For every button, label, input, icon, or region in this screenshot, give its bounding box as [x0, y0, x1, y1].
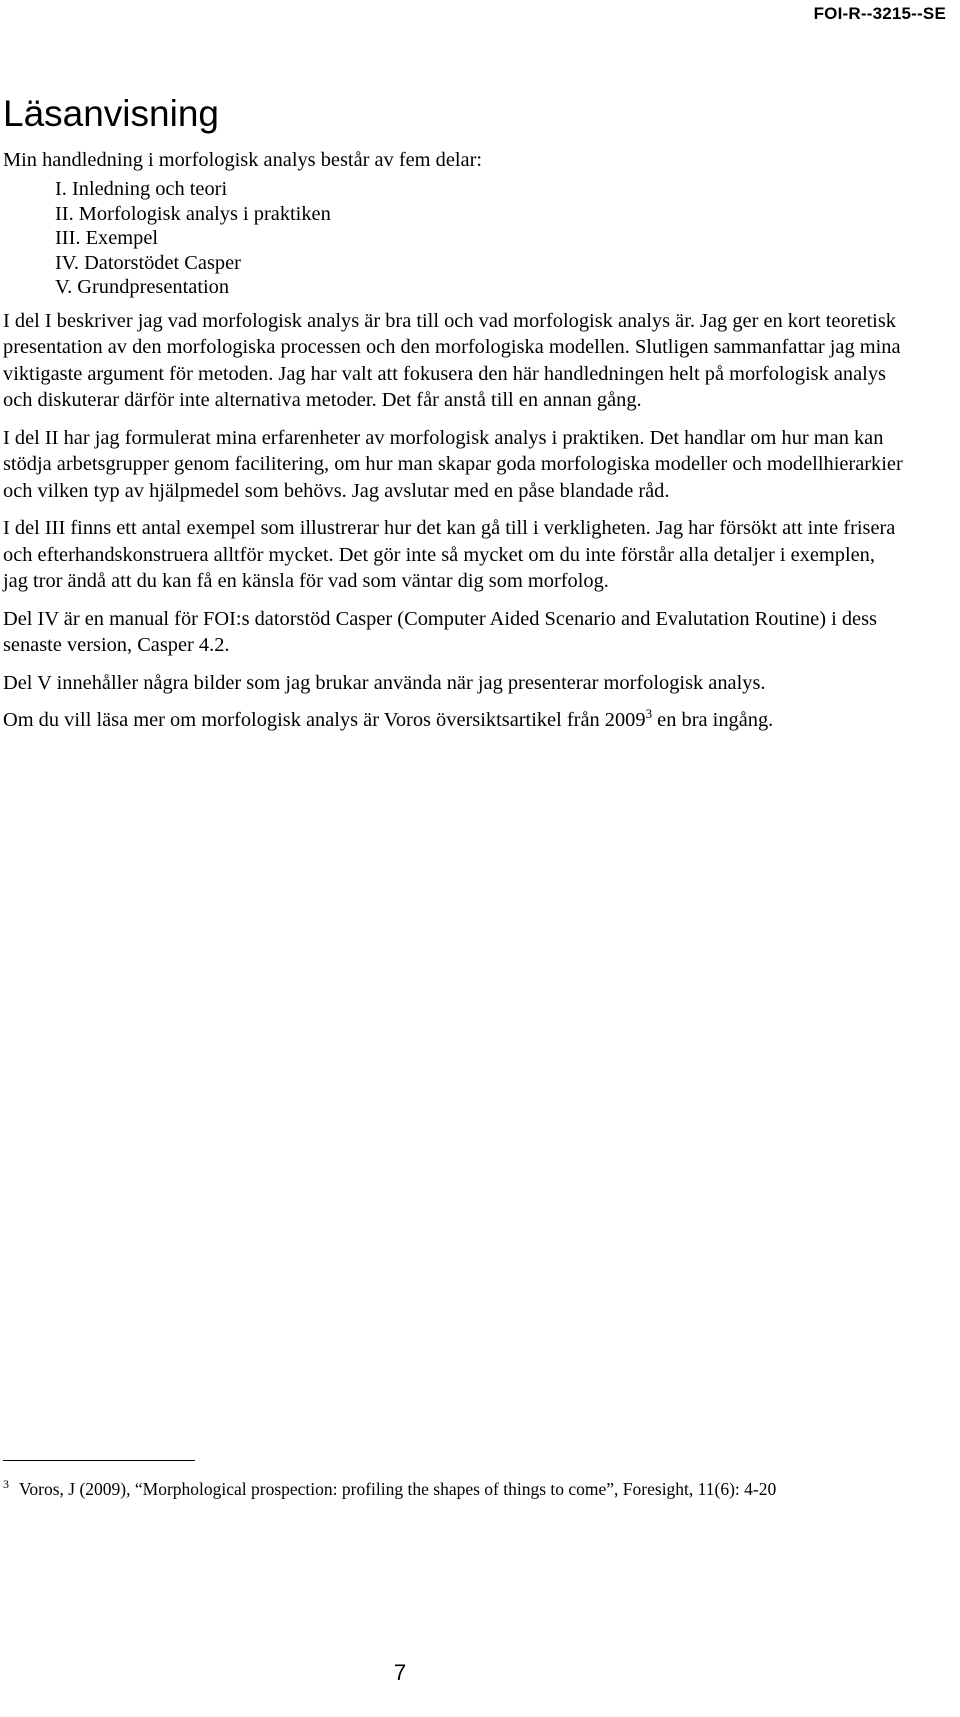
page-number: 7 — [393, 1660, 407, 1685]
paragraph-further-reading — [3, 707, 903, 734]
parts-list-item: I. Inledning och teori — [55, 178, 228, 201]
intro-text: Min handledning i morfologisk analys består av fem delar: — [3, 149, 483, 172]
footnote — [3, 1478, 776, 1500]
footnote-reference[interactable]: 3 — [645, 706, 653, 722]
parts-list-item: II. Morfologisk analys i praktiken — [55, 202, 331, 225]
footnote-text: Voros, J (2009), “Morphological prospection: profiling the shapes of things to come”, Foresight, 11(6): 4-20 — [19, 1479, 777, 1499]
further-reading-text-end: en bra ingång. — [652, 709, 774, 732]
paragraph-part-1: I del I beskriver jag vad morfologisk analys är bra till och vad morfologisk analys är. Jag ger en kort teoretisk presentation av den morfologiska processen och den morfologiska modellen. Slutligen sammanfattar jag mina viktigaste argument för metoden. Jag har valt att fokusera den här handledningen helt på morfologisk analys och diskuterar därför inte alternativa metoder. Det får anstå till en annan gång. — [3, 309, 901, 412]
page-content — [3, 92, 903, 745]
paragraph-part-2: I del II har jag formulerat mina erfarenheter av morfologisk analys i praktiken. Det handlar om hur man kan stödja arbetsgrupper genom facilitering, om hur man skapar goda morfologiska modeller och modellhierarkier och vilken typ av hjälpmedel som behövs. Jag avslutar med en påse blandade råd. — [3, 426, 903, 502]
paragraph-part-5: Del V innehåller några bilder som jag brukar använda när jag presenterar morfologisk analys. — [3, 671, 766, 694]
footnote-number: 3 — [3, 1477, 9, 1491]
paragraph-part-3: I del III finns ett antal exempel som illustrerar hur det kan gå till i verkligheten. Jag har försökt att inte frisera och efterhandskonstruera alltför mycket. Det gör inte så mycket om du inte förstår alla detaljer i exemplen, jag tror ändå att du kan få en känsla för vad som väntar dig som morfolog. — [3, 517, 896, 593]
further-reading-text: Om du vill läsa mer om morfologisk analys är Voros översiktsartikel från 2009 — [3, 709, 646, 732]
report-id: FOI-R--3215--SE — [813, 4, 946, 23]
section-heading: Läsanvisning — [3, 93, 219, 134]
parts-list-item: III. Exempel — [55, 227, 159, 250]
footnote-separator — [3, 1460, 195, 1461]
parts-list — [3, 177, 903, 300]
parts-list-item: IV. Datorstödet Casper — [55, 251, 241, 274]
parts-list-item: V. Grundpresentation — [55, 276, 230, 299]
paragraph-part-4: Del IV är en manual för FOI:s datorstöd Casper (Computer Aided Scenario and Evalutation Routine) i dess senaste version, Casper 4.2. — [3, 607, 877, 657]
